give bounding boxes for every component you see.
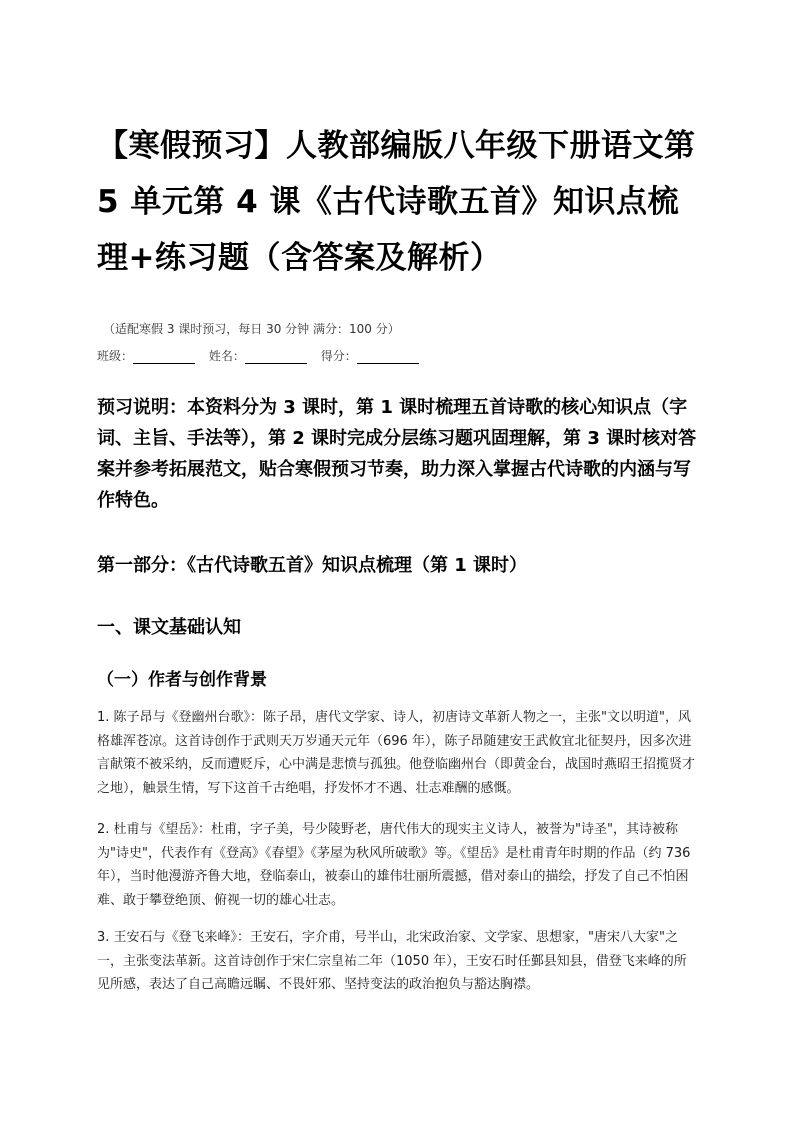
part1-heading: 第一部分：《古代诗歌五首》知识点梳理（第 1 课时） — [97, 555, 528, 576]
score-label: 得分： — [320, 349, 357, 363]
score-blank[interactable] — [357, 351, 419, 364]
class-label: 班级： — [97, 349, 134, 363]
subsection1-heading: （一）作者与创作背景 — [97, 670, 267, 690]
document-title: 【寒假预习】人教部编版八年级下册语文第 5 单元第 4 课《古代诗歌五首》知识点梳理+练习题（含答案及解析） — [97, 128, 696, 276]
section1-heading: 一、课文基础认知 — [97, 617, 241, 638]
paragraph-du-fu: 2. 杜甫与《望岳》：杜甫，字子美，号少陵野老，唐代伟大的现实主义诗人，被誉为"诗圣"，其诗被称为"诗史"，代表作有《登高》《春望》《茅屋为秋风所破歌》等。《望岳》是杜甫青年时期的作品（约 736 年），当时他漫游齐鲁大地，登临泰山，被泰山的雄伟壮丽所震撼，借对泰山的描绘，抒发了自己不怕困难、敢于攀登绝顶、俯视一切的雄心壮志。 — [97, 822, 691, 908]
student-info-fields — [97, 347, 697, 364]
name-blank[interactable] — [245, 351, 307, 364]
preview-instructions: 预习说明：本资料分为 3 课时，第 1 课时梳理五首诗歌的核心知识点（字词、主旨、手法等），第 2 课时完成分层练习题巩固理解，第 3 课时核对答案并参考拓展范文，贴合寒假预习节奏，助力深入掌握古代诗歌的内涵与写作特色。 — [97, 397, 697, 511]
class-blank[interactable] — [133, 351, 195, 364]
document-page — [97, 118, 697, 997]
usage-note: （适配寒假 3 课时预习，每日 30 分钟 满分：100 分） — [103, 322, 400, 336]
paragraph-wang-anshi: 3. 王安石与《登飞来峰》：王安石，字介甫，号半山，北宋政治家、文学家、思想家，"唐宋八大家"之一，主张变法革新。这首诗创作于宋仁宗皇祐二年（1050 年），王安石时任鄞县知县，借登飞来峰的所见所感，表达了自己高瞻远瞩、不畏奸邪、坚持变法的政治抱负与豁达胸襟。 — [97, 930, 687, 992]
paragraph-chen-ziang: 1. 陈子昂与《登幽州台歌》：陈子昂，唐代文学家、诗人，初唐诗文革新人物之一，主张"文以明道"，风格雄浑苍凉。这首诗创作于武则天万岁通天元年（696 年），陈子昂随建安王武攸宜北征契丹，因多次进言献策不被采纳，反而遭贬斥，心中满是悲愤与孤独。他登临幽州台（即黄金台，战国时燕昭王招揽贤才之地），触景生情，写下这首千古绝唱，抒发怀才不遇、壮志难酬的感慨。 — [97, 710, 696, 796]
name-label: 姓名： — [208, 349, 245, 363]
